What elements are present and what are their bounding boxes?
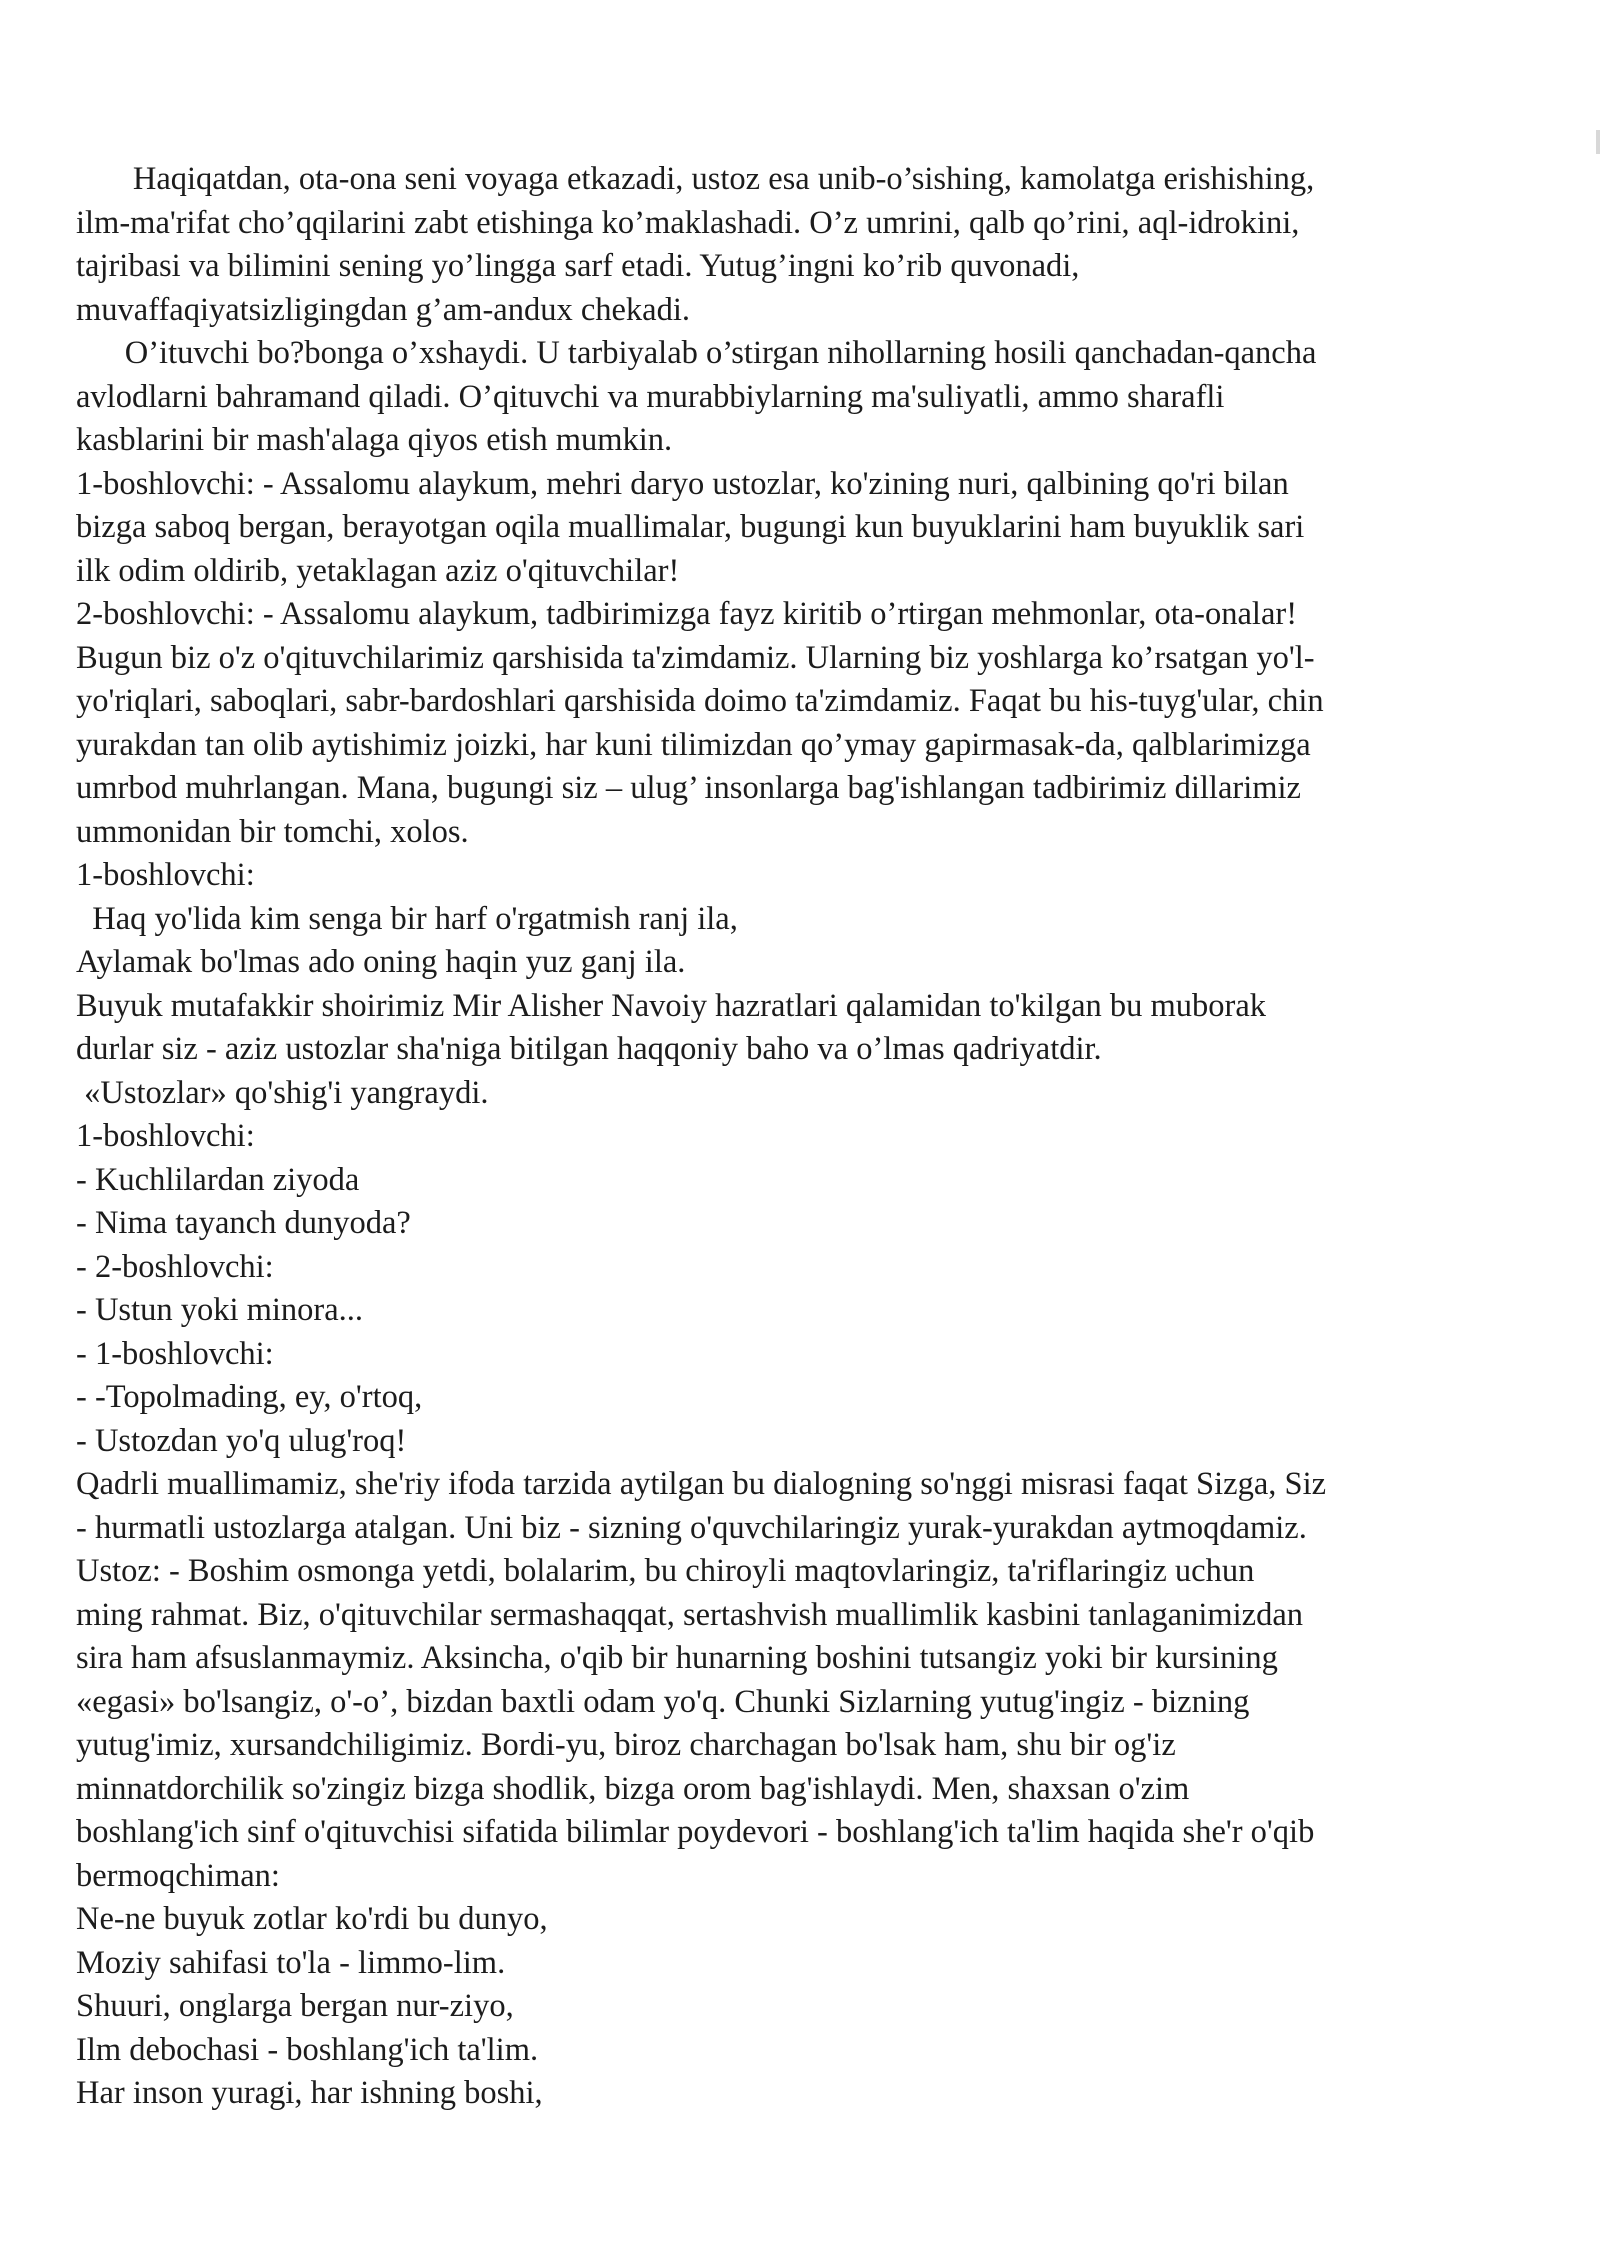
text-line: Har inson yuragi, har ishning boshi, [76, 2075, 543, 2111]
text-line: Ne-ne buyuk zotlar ko'rdi bu dunyo, [76, 1901, 548, 1937]
text-line: sira ham afsuslanmaymiz. Aksincha, o'qib bir hunarning boshini tutsangiz yoki bir kursining [76, 1640, 1278, 1676]
text-line: kasblarini bir mash'alaga qiyos etish mumkin. [76, 422, 673, 458]
text-line: - 2-boshlovchi: [76, 1248, 274, 1285]
text-line: boshlang'ich sinf o'qituvchisi sifatida bilimlar poydevori - boshlang'ich ta'lim haqida she'r o'qib [76, 1814, 1315, 1850]
text-line: Qadrli muallimamiz, she'riy ifoda tarzida aytilgan bu dialogning so'nggi misrasi faqat Sizga, Siz [76, 1466, 1327, 1502]
text-line: ummonidan bir tomchi, xolos. [76, 813, 469, 850]
text-line: - Ustozdan yo'q ulug'roq! [76, 1422, 407, 1459]
text-line: yurakdan tan olib aytishimiz joizki, har kuni tilimizdan qo’ymay gapirmasak-da, qalblarimizga [76, 726, 1311, 763]
text-line: «Ustozlar» qo'shig'i yangraydi. [76, 1074, 489, 1111]
text-line: - hurmatli ustozlarga atalgan. Uni biz - sizning o'quvchilaringiz yurak-yurakdan aytmoqdamiz. [76, 1509, 1307, 1546]
text-line: muvaffaqiyatsizligingdan g’am-andux chekadi. [76, 291, 690, 328]
text-line: bermoqchiman: [76, 1857, 280, 1894]
text-line: minnatdorchilik so'zingiz bizga shodlik, bizga orom bag'ishlaydi. Men, shaxsan o'zim [76, 1770, 1190, 1807]
text-line: durlar siz - aziz ustozlar sha'niga bitilgan haqqoniy baho va o’lmas qadriyatdir. [76, 1031, 1102, 1067]
text-line: yutug'imiz, xursandchiligimiz. Bordi-yu, biroz charchagan bo'lsak ham, shu bir og'iz [76, 1727, 1176, 1763]
text-line: ming rahmat. Biz, o'qituvchilar sermashaqqat, sertashvish muallimlik kasbini tanlaganimizdan [76, 1596, 1304, 1633]
text-line: O’ituvchi bo?bonga o’xshaydi. U tarbiyalab o’stirgan nihollarning hosili qanchadan-qancha [76, 335, 1317, 371]
text-line: tajribasi va bilimini sening yo’lingga sarf etadi. Yutug’ingni ko’rib quvonadi, [76, 248, 1080, 284]
text-line: 1-boshlovchi: [76, 1118, 255, 1154]
text-line: umrbod muhrlangan. Mana, bugungi siz – ulug’ insonlarga bag'ishlangan tadbirimiz dillarimiz [76, 770, 1301, 806]
page-edge-mark [1596, 130, 1600, 154]
text-line: avlodlarni bahramand qiladi. O’qituvchi va murabbiylarning ma'suliyatli, ammo sharafli [76, 378, 1225, 415]
text-line: «egasi» bo'lsangiz, o'-o’, bizdan baxtli odam yo'q. Chunki Sizlarning yutug'ingiz - bizning [76, 1683, 1250, 1720]
text-line: Haqiqatdan, ota-ona seni voyaga etkazadi, ustoz esa unib-o’sishing, kamolatga erishishing, [76, 161, 1315, 197]
document-body [76, 158, 1546, 2116]
text-line: Moziy sahifasi to'la - limmo-lim. [76, 1944, 506, 1981]
text-line: ilm-ma'rifat cho’qqilarini zabt etishinga ko’maklashadi. O’z umrini, qalb qo’rini, aql-idrokini, [76, 204, 1300, 241]
text-line: Ustoz: - Boshim osmonga yetdi, bolalarim, bu chiroyli maqtovlaringiz, ta'riflaringiz uchun [76, 1553, 1255, 1589]
text-line: - -Topolmading, ey, o'rtoq, [76, 1379, 423, 1415]
text-line: Bugun biz o'z o'qituvchilarimiz qarshisida ta'zimdamiz. Ularning biz yoshlarga ko’rsatgan yo'l- [76, 639, 1315, 676]
text-line: 2-boshlovchi: - Assalomu alaykum, tadbirimizga fayz kiritib o’rtirgan mehmonlar, ota-onalar! [76, 596, 1298, 632]
text-line: - Kuchlilardan ziyoda [76, 1161, 360, 1198]
text-line: - Ustun yoki minora... [76, 1292, 364, 1328]
text-line: - Nima tayanch dunyoda? [76, 1205, 411, 1241]
text-line: ilk odim oldirib, yetaklagan aziz o'qituvchilar! [76, 552, 680, 589]
text-line: - 1-boshlovchi: [76, 1335, 274, 1372]
text-line: Aylamak bo'lmas ado oning haqin yuz ganj ila. [76, 944, 686, 980]
text-line: 1-boshlovchi: - Assalomu alaykum, mehri daryo ustozlar, ko'zining nuri, qalbining qo'ri bilan [76, 465, 1289, 502]
text-line: Haq yo'lida kim senga bir harf o'rgatmish ranj ila, [76, 900, 738, 937]
text-line: 1-boshlovchi: [76, 857, 255, 893]
text-line: Buyuk mutafakkir shoirimiz Mir Alisher Navoiy hazratlari qalamidan to'kilgan bu muborak [76, 987, 1267, 1024]
text-line: yo'riqlari, saboqlari, sabr-bardoshlari qarshisida doimo ta'zimdamiz. Faqat bu his-tuyg'ular, chin [76, 683, 1324, 719]
text-line: Shuuri, onglarga bergan nur-ziyo, [76, 1988, 514, 2024]
text-line: bizga saboq bergan, berayotgan oqila muallimalar, bugungi kun buyuklarini ham buyuklik sari [76, 509, 1305, 545]
text-line: Ilm debochasi - boshlang'ich ta'lim. [76, 2031, 539, 2068]
